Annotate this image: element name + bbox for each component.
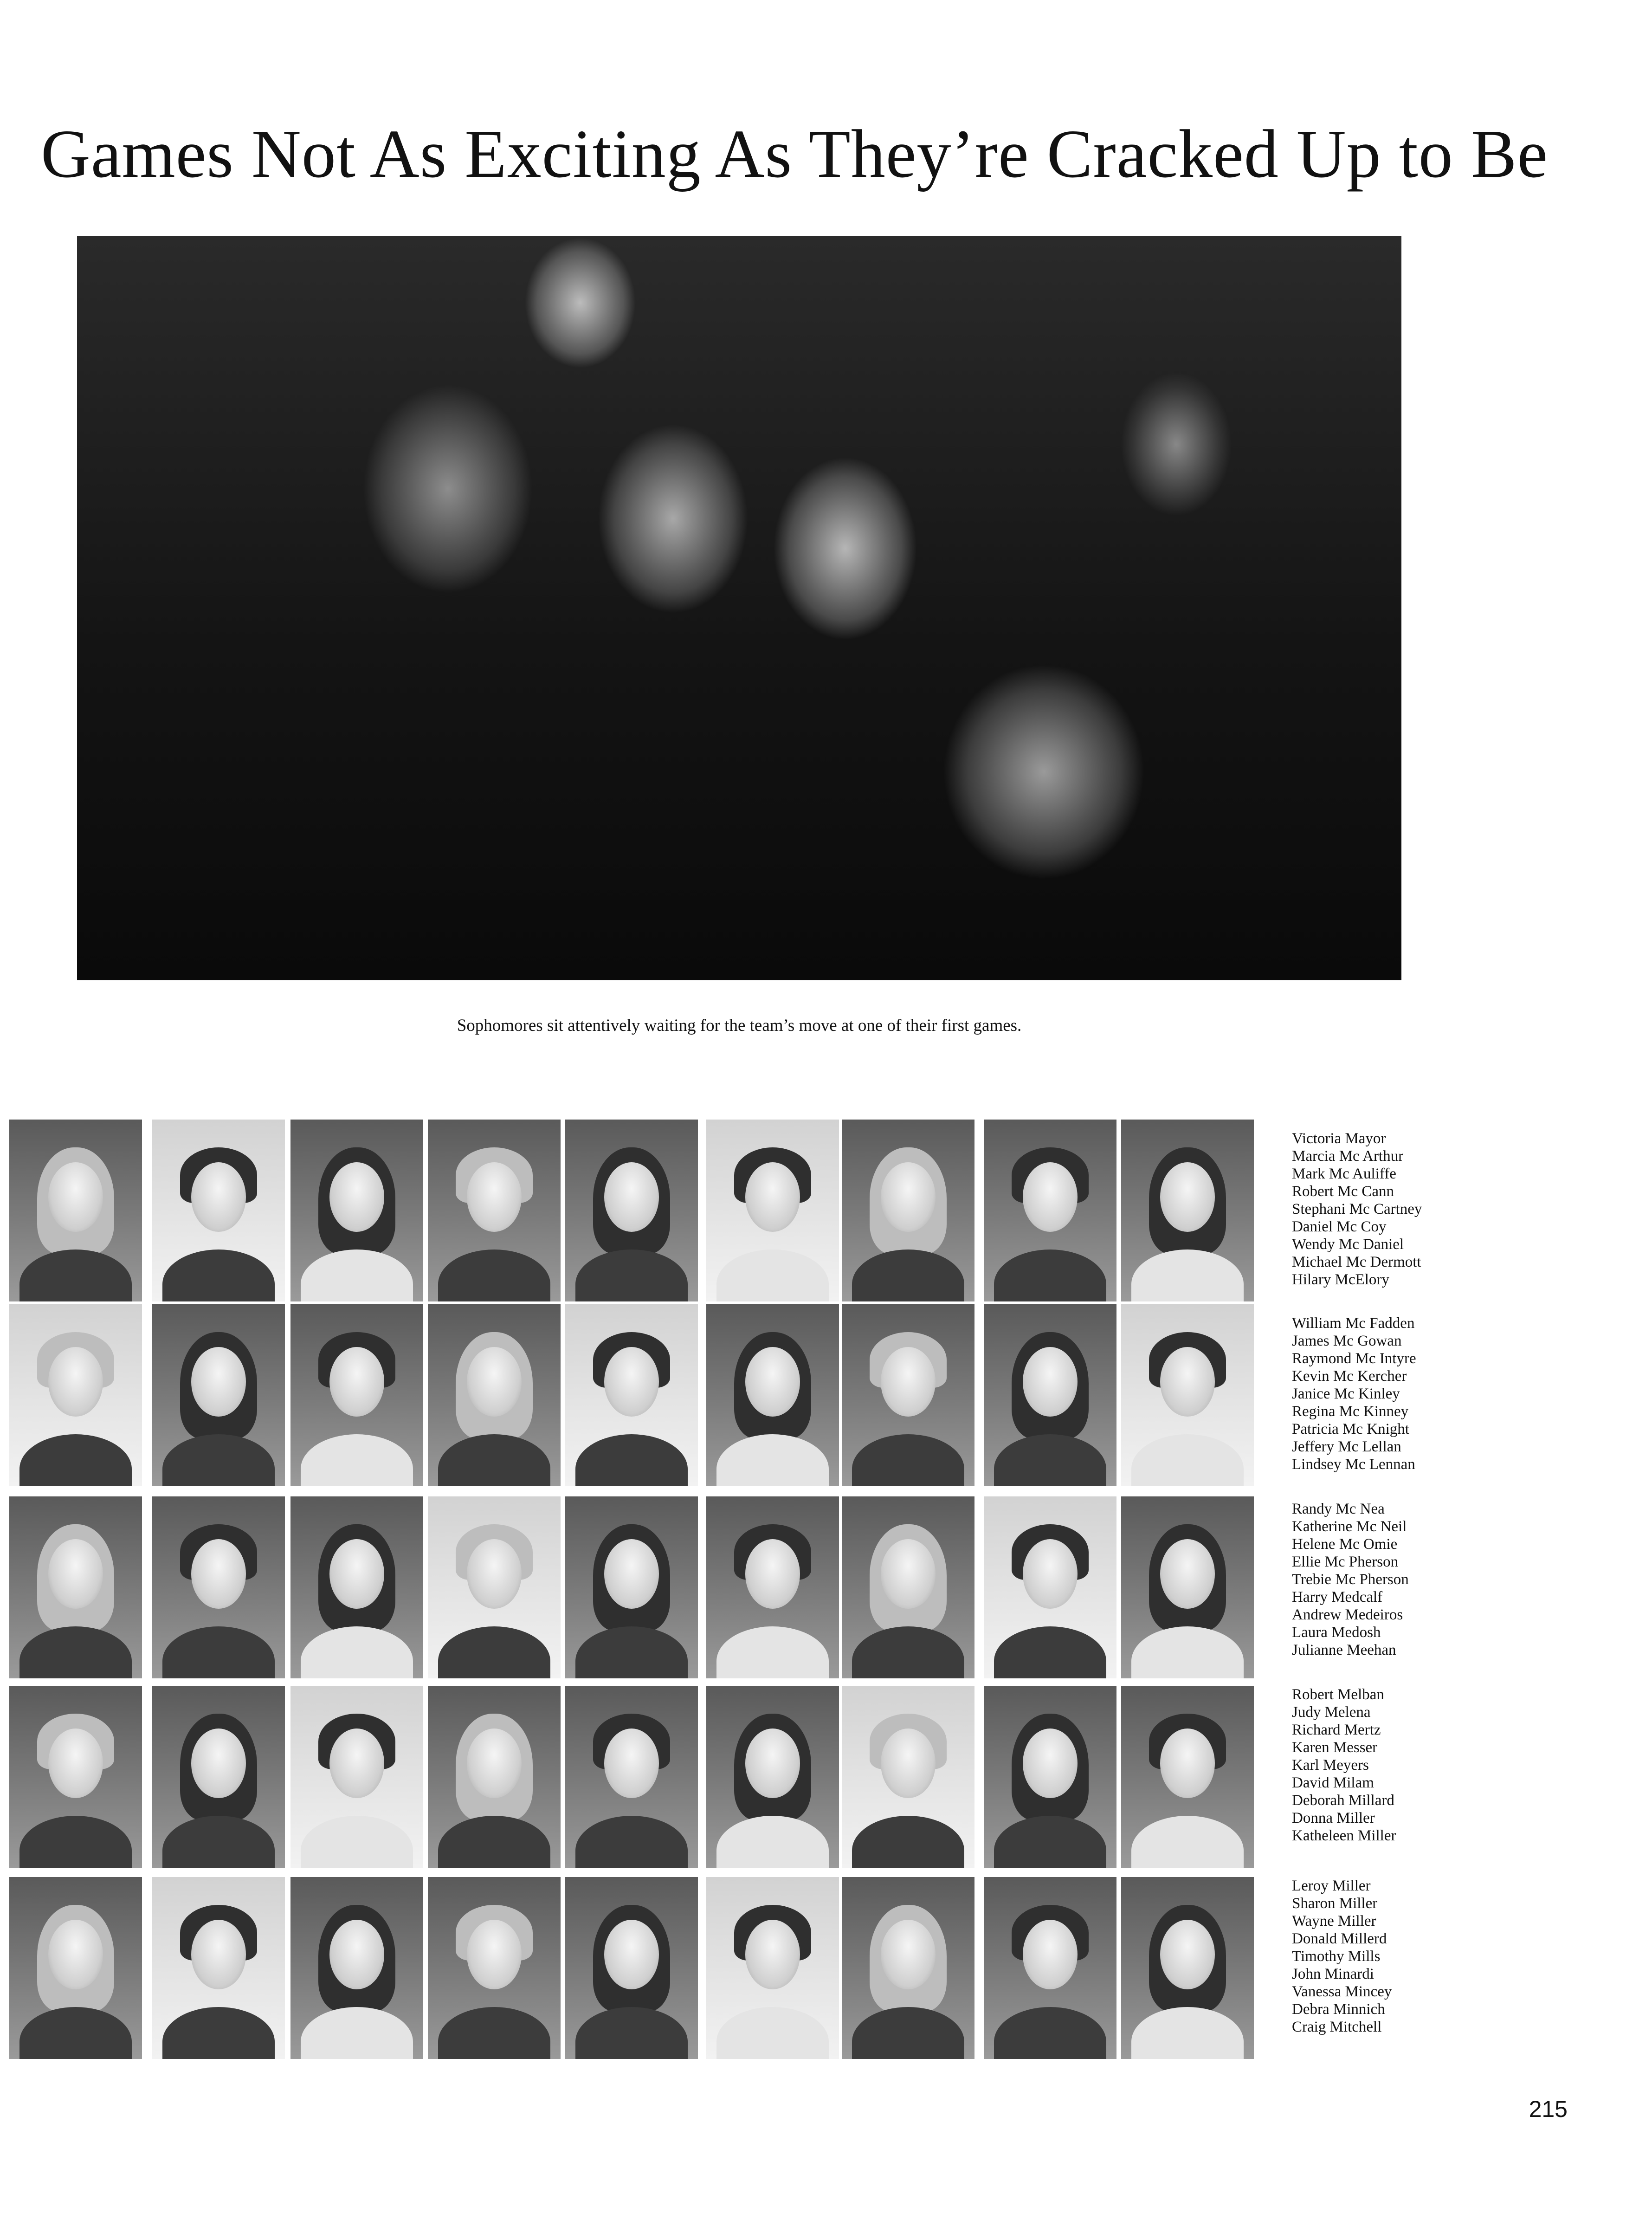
student-name: David Milam <box>1292 1774 1374 1791</box>
portrait-shoulders <box>852 2007 964 2059</box>
portrait-shoulders <box>301 1626 413 1678</box>
portrait-face <box>604 1347 659 1417</box>
portrait-shoulders <box>19 1626 132 1678</box>
student-name: Marcia Mc Arthur <box>1292 1148 1404 1165</box>
portrait-face <box>745 1539 800 1609</box>
student-name: Janice Mc Kinley <box>1292 1385 1400 1402</box>
student-name: John Minardi <box>1292 1966 1374 1982</box>
portrait-face <box>467 1728 522 1798</box>
portrait-face <box>329 1728 384 1798</box>
student-portrait <box>428 1496 561 1678</box>
student-portrait <box>842 1496 974 1678</box>
student-portrait <box>428 1877 561 2059</box>
student-name: Daniel Mc Coy <box>1292 1218 1387 1235</box>
student-name: Deborah Millard <box>1292 1792 1394 1809</box>
name-list <box>1292 1314 1570 1473</box>
student-portrait <box>984 1496 1116 1678</box>
portrait-face <box>48 1920 103 1989</box>
student-name: Victoria Mayor <box>1292 1130 1386 1147</box>
student-portrait <box>152 1304 285 1486</box>
portrait-shoulders <box>19 1249 132 1301</box>
student-portrait <box>706 1120 839 1301</box>
student-name: Helene Mc Omie <box>1292 1536 1398 1553</box>
portrait-shoulders <box>1131 1816 1244 1868</box>
student-name: William Mc Fadden <box>1292 1315 1415 1332</box>
student-name: Laura Medosh <box>1292 1624 1381 1641</box>
name-list <box>1292 1500 1570 1659</box>
portrait-shoulders <box>716 1249 829 1301</box>
student-portrait <box>565 1304 698 1486</box>
student-portrait <box>1121 1877 1254 2059</box>
portrait-face <box>329 1162 384 1232</box>
portrait-face <box>881 1728 936 1798</box>
portrait-shoulders <box>162 1434 275 1486</box>
student-portrait <box>984 1877 1116 2059</box>
portrait-shoulders <box>162 1249 275 1301</box>
portrait-shoulders <box>994 1249 1106 1301</box>
student-portrait <box>9 1686 142 1868</box>
portrait-face <box>329 1347 384 1417</box>
portrait-shoulders <box>575 2007 688 2059</box>
student-name: Robert Mc Cann <box>1292 1183 1394 1200</box>
student-portrait <box>842 1686 974 1868</box>
portrait-shoulders <box>19 1816 132 1868</box>
portrait-shoulders <box>1131 1249 1244 1301</box>
portrait-shoulders <box>852 1434 964 1486</box>
student-name: Debra Minnich <box>1292 2001 1385 2018</box>
portrait-shoulders <box>575 1626 688 1678</box>
student-name: Lindsey Mc Lennan <box>1292 1456 1415 1473</box>
student-name: Wayne Miller <box>1292 1913 1376 1929</box>
portrait-row <box>9 1496 1254 1678</box>
portrait-shoulders <box>1131 1434 1244 1486</box>
student-portrait <box>706 1304 839 1486</box>
student-portrait <box>842 1304 974 1486</box>
portrait-row <box>9 1304 1254 1486</box>
portrait-face <box>881 1162 936 1232</box>
student-portrait <box>1121 1120 1254 1301</box>
portrait-shoulders <box>438 1434 550 1486</box>
portrait-face <box>191 1347 246 1417</box>
portrait-face <box>1023 1347 1078 1417</box>
portrait-shoulders <box>575 1816 688 1868</box>
portrait-face <box>604 1728 659 1798</box>
student-portrait <box>565 1496 698 1678</box>
portrait-shoulders <box>852 1626 964 1678</box>
student-portrait <box>984 1686 1116 1868</box>
student-portrait <box>1121 1686 1254 1868</box>
student-portrait <box>428 1686 561 1868</box>
portrait-face <box>191 1728 246 1798</box>
portrait-shoulders <box>716 2007 829 2059</box>
student-name: James Mc Gowan <box>1292 1333 1402 1349</box>
student-name: Donald Millerd <box>1292 1930 1387 1947</box>
portrait-face <box>1023 1728 1078 1798</box>
portrait-shoulders <box>716 1434 829 1486</box>
student-name: Stephani Mc Cartney <box>1292 1201 1422 1217</box>
student-portrait <box>9 1304 142 1486</box>
student-name: Mark Mc Auliffe <box>1292 1165 1396 1182</box>
crowd-photo <box>77 236 1401 980</box>
portrait-shoulders <box>301 1816 413 1868</box>
student-portrait <box>290 1496 423 1678</box>
student-name: Hilary McElory <box>1292 1271 1389 1288</box>
name-list <box>1292 1877 1570 2036</box>
student-name: Andrew Medeiros <box>1292 1606 1403 1623</box>
student-name: Raymond Mc Intyre <box>1292 1350 1416 1367</box>
student-portrait <box>290 1877 423 2059</box>
student-name: Jeffery Mc Lellan <box>1292 1438 1401 1455</box>
student-portrait <box>152 1120 285 1301</box>
student-name: Randy Mc Nea <box>1292 1501 1385 1517</box>
student-name: Karen Messer <box>1292 1739 1378 1756</box>
portrait-face <box>745 1162 800 1232</box>
portrait-shoulders <box>19 2007 132 2059</box>
student-name: Julianne Meehan <box>1292 1642 1396 1658</box>
student-portrait <box>1121 1496 1254 1678</box>
portrait-shoulders <box>301 2007 413 2059</box>
portrait-face <box>467 1920 522 1989</box>
portrait-shoulders <box>575 1249 688 1301</box>
student-portrait <box>428 1120 561 1301</box>
student-portrait <box>842 1120 974 1301</box>
portrait-shoulders <box>716 1626 829 1678</box>
portrait-face <box>745 1347 800 1417</box>
portrait-shoulders <box>301 1434 413 1486</box>
student-portrait <box>9 1877 142 2059</box>
portrait-shoulders <box>438 2007 550 2059</box>
student-name: Patricia Mc Knight <box>1292 1421 1409 1437</box>
student-name: Katheleen Miller <box>1292 1827 1396 1844</box>
student-portrait <box>565 1120 698 1301</box>
portrait-face <box>745 1728 800 1798</box>
portrait-face <box>191 1920 246 1989</box>
portrait-face <box>329 1539 384 1609</box>
student-portrait <box>706 1496 839 1678</box>
portrait-shoulders <box>301 1249 413 1301</box>
portrait-face <box>604 1162 659 1232</box>
portrait-shoulders <box>852 1816 964 1868</box>
portrait-face <box>467 1347 522 1417</box>
student-name: Wendy Mc Daniel <box>1292 1236 1404 1253</box>
student-name: Katherine Mc Neil <box>1292 1518 1407 1535</box>
portrait-row <box>9 1686 1254 1868</box>
student-name: Richard Mertz <box>1292 1722 1381 1738</box>
portrait-shoulders <box>162 1626 275 1678</box>
name-list <box>1292 1686 1570 1845</box>
student-name: Regina Mc Kinney <box>1292 1403 1409 1420</box>
portrait-face <box>881 1920 936 1989</box>
portrait-shoulders <box>1131 1626 1244 1678</box>
portrait-face <box>329 1920 384 1989</box>
portrait-face <box>1160 1728 1215 1798</box>
student-name: Robert Melban <box>1292 1686 1384 1703</box>
portrait-shoulders <box>852 1249 964 1301</box>
portrait-face <box>191 1162 246 1232</box>
portrait-shoulders <box>162 2007 275 2059</box>
student-name: Kevin Mc Kercher <box>1292 1368 1407 1385</box>
portrait-face <box>604 1539 659 1609</box>
portrait-face <box>881 1539 936 1609</box>
student-name: Donna Miller <box>1292 1810 1375 1826</box>
name-list <box>1292 1130 1570 1288</box>
portrait-face <box>48 1539 103 1609</box>
portrait-shoulders <box>716 1816 829 1868</box>
portrait-face <box>1023 1539 1078 1609</box>
student-portrait <box>706 1686 839 1868</box>
portrait-shoulders <box>994 1816 1106 1868</box>
student-name: Sharon Miller <box>1292 1895 1378 1912</box>
portrait-shoulders <box>1131 2007 1244 2059</box>
student-portrait <box>290 1304 423 1486</box>
portrait-face <box>1023 1920 1078 1989</box>
portrait-face <box>1160 1162 1215 1232</box>
portrait-shoulders <box>438 1626 550 1678</box>
student-name: Craig Mitchell <box>1292 2019 1382 2035</box>
portrait-face <box>48 1347 103 1417</box>
student-portrait <box>9 1496 142 1678</box>
portrait-row <box>9 1120 1254 1301</box>
student-name: Vanessa Mincey <box>1292 1983 1392 2000</box>
student-portrait <box>984 1304 1116 1486</box>
student-name: Michael Mc Dermott <box>1292 1254 1421 1270</box>
portrait-face <box>467 1539 522 1609</box>
portrait-face <box>745 1920 800 1989</box>
portrait-row <box>9 1877 1254 2059</box>
student-portrait <box>706 1877 839 2059</box>
portrait-face <box>48 1162 103 1232</box>
student-name: Karl Meyers <box>1292 1757 1369 1774</box>
portrait-shoulders <box>994 2007 1106 2059</box>
student-name: Trebie Mc Pherson <box>1292 1571 1409 1588</box>
portrait-shoulders <box>438 1816 550 1868</box>
student-portrait <box>290 1120 423 1301</box>
student-name: Harry Medcalf <box>1292 1589 1383 1605</box>
portrait-face <box>881 1347 936 1417</box>
page-headline: Games Not As Exciting As They’re Cracked Up to Be <box>41 116 1549 192</box>
student-portrait <box>565 1877 698 2059</box>
portrait-shoulders <box>438 1249 550 1301</box>
portrait-face <box>1160 1539 1215 1609</box>
portrait-shoulders <box>994 1434 1106 1486</box>
student-name: Ellie Mc Pherson <box>1292 1554 1399 1570</box>
photo-caption: Sophomores sit attentively waiting for the team’s move at one of their first games. <box>457 1016 1022 1035</box>
student-portrait <box>428 1304 561 1486</box>
portrait-shoulders <box>162 1816 275 1868</box>
student-name: Leroy Miller <box>1292 1877 1371 1894</box>
student-portrait <box>152 1877 285 2059</box>
page-number: 215 <box>1529 2096 1568 2122</box>
student-name: Timothy Mills <box>1292 1948 1381 1965</box>
portrait-face <box>1160 1347 1215 1417</box>
portrait-shoulders <box>575 1434 688 1486</box>
portrait-face <box>1023 1162 1078 1232</box>
student-portrait <box>984 1120 1116 1301</box>
portrait-face <box>604 1920 659 1989</box>
portrait-shoulders <box>19 1434 132 1486</box>
portrait-face <box>191 1539 246 1609</box>
portrait-face <box>48 1728 103 1798</box>
portrait-shoulders <box>994 1626 1106 1678</box>
student-portrait <box>152 1496 285 1678</box>
student-portrait <box>9 1120 142 1301</box>
portrait-face <box>467 1162 522 1232</box>
student-portrait <box>152 1686 285 1868</box>
student-portrait <box>290 1686 423 1868</box>
student-portrait <box>1121 1304 1254 1486</box>
student-portrait <box>565 1686 698 1868</box>
student-name: Judy Melena <box>1292 1704 1371 1721</box>
student-portrait <box>842 1877 974 2059</box>
portrait-face <box>1160 1920 1215 1989</box>
